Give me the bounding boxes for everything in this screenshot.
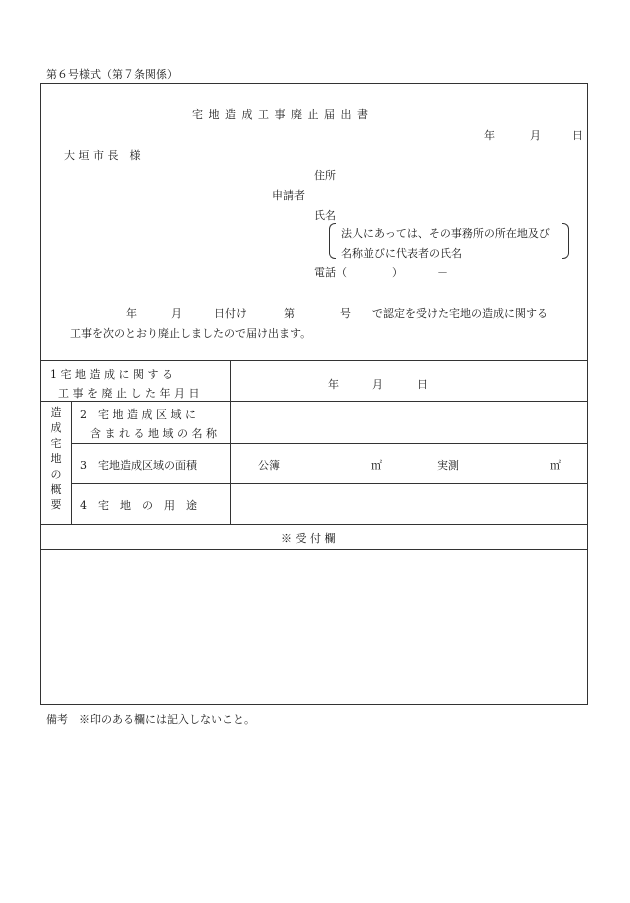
vertical-char: 要 <box>50 498 62 512</box>
row1-bottom-border <box>40 401 588 402</box>
table-top-border <box>40 360 588 361</box>
reception-header-border <box>40 549 588 550</box>
body-line2: 工事を次のとおり廃止しましたので届け出ます。 <box>70 327 312 340</box>
phone-close: ） <box>392 266 403 279</box>
date-month: 月 <box>530 129 541 142</box>
row1-year: 年 <box>328 378 339 391</box>
vertical-char: 宅 <box>50 436 62 450</box>
row4-label: 4 宅 地 の 用 途 <box>80 499 197 512</box>
date-year: 年 <box>484 129 495 142</box>
body-line1-tail: で認定を受けた宅地の造成に関する <box>372 307 548 320</box>
vertical-char: 地 <box>50 452 62 466</box>
row1-month: 月 <box>372 378 383 391</box>
footnote: 備考 ※印のある欄には記入しないこと。 <box>46 713 255 726</box>
row3-registry-label: 公簿 <box>258 459 280 472</box>
applicant-label: 申請者 <box>272 189 305 202</box>
row1-label-line2: 工 事 を 廃 止 し た 年 月 日 <box>58 387 200 400</box>
row1-label-line1: 1 宅 地 造 成 に 関 す る <box>50 368 173 381</box>
form-title: 宅 地 造 成 工 事 廃 止 届 出 書 <box>192 108 369 121</box>
row3-label: 3 宅地造成区域の面積 <box>80 459 197 472</box>
row4-bottom-border <box>40 524 588 525</box>
row3-bottom-border <box>71 483 588 484</box>
body-number-prefix: 第 <box>284 307 295 320</box>
row1-day: 日 <box>417 378 428 391</box>
row3-unit2: ㎡ <box>550 459 561 472</box>
row3-unit1: ㎡ <box>371 459 382 472</box>
corporate-note-line1: 法人にあっては、その事務所の所在地及び <box>341 227 550 240</box>
reception-header: ※ 受 付 欄 <box>281 532 336 545</box>
body-month: 月 <box>171 307 182 320</box>
vertical-char: の <box>50 467 62 481</box>
name-label: 氏名 <box>314 209 336 222</box>
vertical-char: 造 <box>50 406 62 419</box>
body-year: 年 <box>126 307 137 320</box>
label-column-divider <box>230 360 231 524</box>
note-bracket-right <box>562 223 569 259</box>
vertical-char: 成 <box>50 421 62 435</box>
corporate-note-line2: 名称並びに代表者の氏名 <box>341 247 462 260</box>
vertical-char: 概 <box>50 483 62 497</box>
row2-label-line1: 2 宅 地 造 成 区 域 に <box>80 408 196 421</box>
address-label: 住所 <box>314 169 336 182</box>
note-bracket-left <box>329 223 336 259</box>
body-date-suffix: 日付け <box>214 307 247 320</box>
row2-label-line2: 含 ま れ る 地 域 の 名 称 <box>90 427 217 440</box>
form-number: 第６号様式（第７条関係） <box>46 68 178 81</box>
vertical-label-divider <box>71 401 72 524</box>
row3-actual-label: 実測 <box>437 459 459 472</box>
phone-dash: － <box>437 266 448 279</box>
phone-label: 電話（ <box>314 266 347 279</box>
date-day: 日 <box>572 129 583 142</box>
vertical-section-label <box>43 405 69 513</box>
row2-bottom-border <box>71 443 588 444</box>
addressee: 大 垣 市 長 様 <box>64 149 141 162</box>
body-number-suffix: 号 <box>340 307 351 320</box>
